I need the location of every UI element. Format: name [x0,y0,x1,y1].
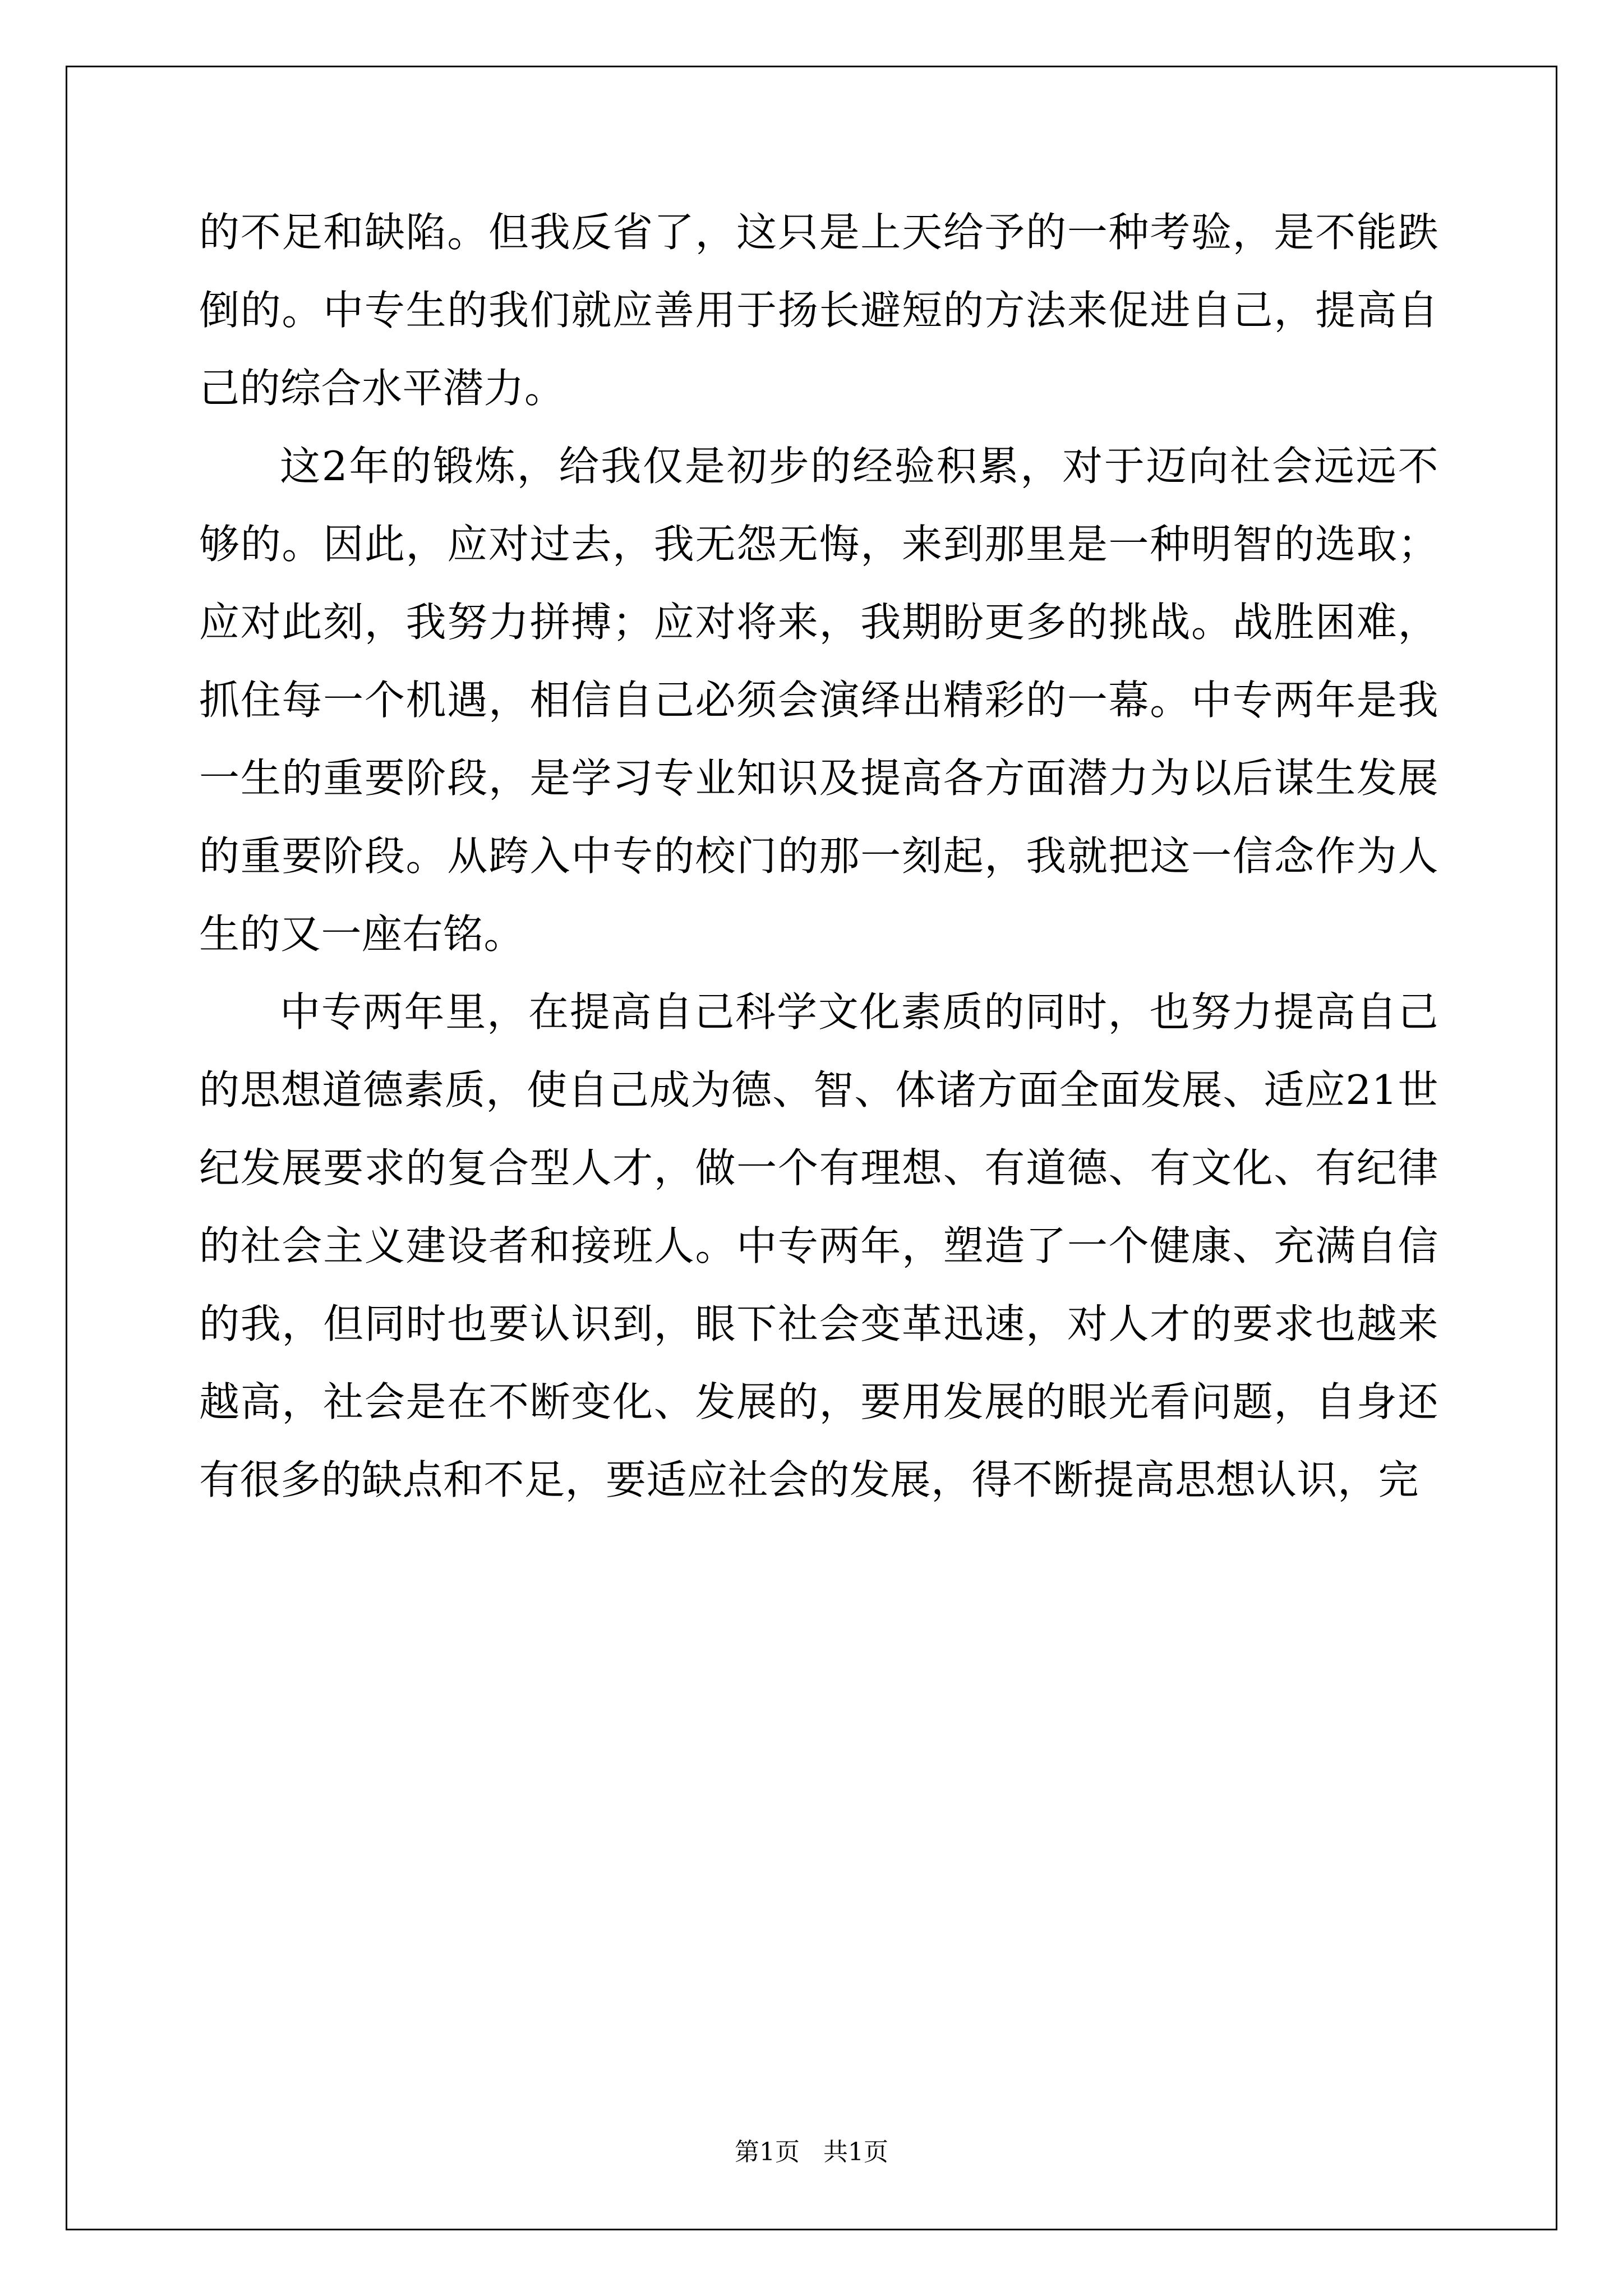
paragraph-2: 这2年的锻炼，给我仅是初步的经验积累，对于迈向社会远远不够的。因此，应对过去，我无怨无悔，来到那里是一种明智的选取；应对此刻，我努力拼搏；应对将来，我期盼更多的挑战。战胜困难，抓住每一个机遇，相信自己必须会演绎出精彩的一幕。中专两年是我一生的重要阶段，是学习专业知识及提高各方面潜力为以后谋生发展的重要阶段。从跨入中专的校门的那一刻起，我就把这一信念作为人生的又一座右铭。 [199,443,1438,958]
paragraph-3: 中专两年里，在提高自己科学文化素质的同时，也努力提高自己的思想道德素质，使自己成为德、智、体诸方面全面发展、适应21世纪发展要求的复合型人才，做一个有理想、有道德、有文化、有纪律的社会主义建设者和接班人。中专两年，塑造了一个健康、充满自信的我，但同时也要认识到，眼下社会变革迅速，对人才的要求也越来越高，社会是在不断变化、发展的，要用发展的眼光看问题，自身还有很多的缺点和不足，要适应社会的发展，得不断提高思想认识，完 [199,988,1438,1503]
page-number: 第1页 [735,2138,800,2166]
paragraph-1: 的不足和缺陷。但我反省了，这只是上天给予的一种考验，是不能跌倒的。中专生的我们就应善用于扬长避短的方法来促进自己，提高自己的综合水平潜力。 [199,209,1438,412]
page-total: 共1页 [823,2138,888,2166]
document-body [199,194,1438,1519]
page-footer [0,2132,1623,2168]
